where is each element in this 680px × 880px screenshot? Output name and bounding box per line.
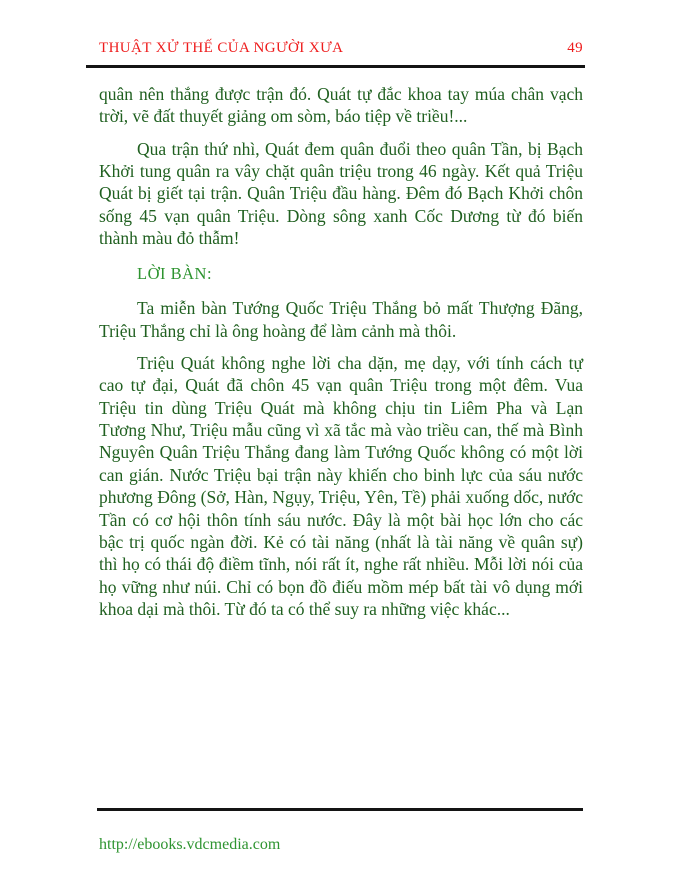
section-heading: LỜI BÀN: xyxy=(137,264,213,284)
page-header xyxy=(99,40,583,57)
header-rule xyxy=(86,65,585,68)
footer-url-link[interactable]: http://ebooks.vdcmedia.com xyxy=(99,836,281,853)
running-title: THUẬT XỬ THẾ CỦA NGƯỜI XƯA xyxy=(99,40,344,56)
paragraph: quân nên thắng được trận đó. Quát tự đắc khoa tay múa chân vạch trời, vẽ đất thuyết giảng om sòm, báo tiệp về triều!... xyxy=(99,84,583,127)
page-number: 49 xyxy=(567,40,583,56)
footer-rule xyxy=(97,808,583,811)
paragraph: Triệu Quát không nghe lời cha dặn, mẹ dạy, với tính cách tự cao tự đại, Quát đã chôn 45 vạn quân Triệu trong một đêm. Vua Triệu tin dùng Triệu Quát mà không chịu tin Liêm Pha và Lạn Tương Như, Triệu mẫu cũng vì xã tắc mà vào triều can, thế mà Bình Nguyên Quân Triệu Thắng đang làm Tướng Quốc không có một lời can gián. Nước Triệu bại trận này khiến cho binh lực của sáu nước phương Đông (Sở, Hàn, Ngụy, Triệu, Yên, Tề) phải xuống dốc, nước Tần có cơ hội thôn tính sáu nước. Đây là một bài học lớn cho các bậc trị quốc ngàn đời. Kẻ có tài năng (nhất là tài năng về quân sự) thì họ có thái độ điềm tĩnh, nói rất ít, nghe rất nhiều. Mỗi lời nói của họ vững như núi. Chỉ có bọn đồ điếu mồm mép bất tài vô dụng mới khoa dại mà thôi. Từ đó ta có thể suy ra những việc khác... xyxy=(99,353,583,619)
paragraph: Ta miễn bàn Tướng Quốc Triệu Thắng bỏ mất Thượng Đãng, Triệu Thắng chỉ là ông hoàng để làm cảnh mà thôi. xyxy=(99,298,583,341)
paragraph: Qua trận thứ nhì, Quát đem quân đuổi theo quân Tần, bị Bạch Khởi tung quân ra vây chặt quân triệu trong 46 ngày. Kết quả Triệu Quát bị giết tại trận. Quân Triệu đầu hàng. Đêm đó Bạch Khởi chôn sống 45 vạn quân Triệu. Dòng sông xanh Cốc Dương từ đó biến thành màu đỏ thẫm! xyxy=(99,138,583,249)
body-text xyxy=(99,83,583,630)
